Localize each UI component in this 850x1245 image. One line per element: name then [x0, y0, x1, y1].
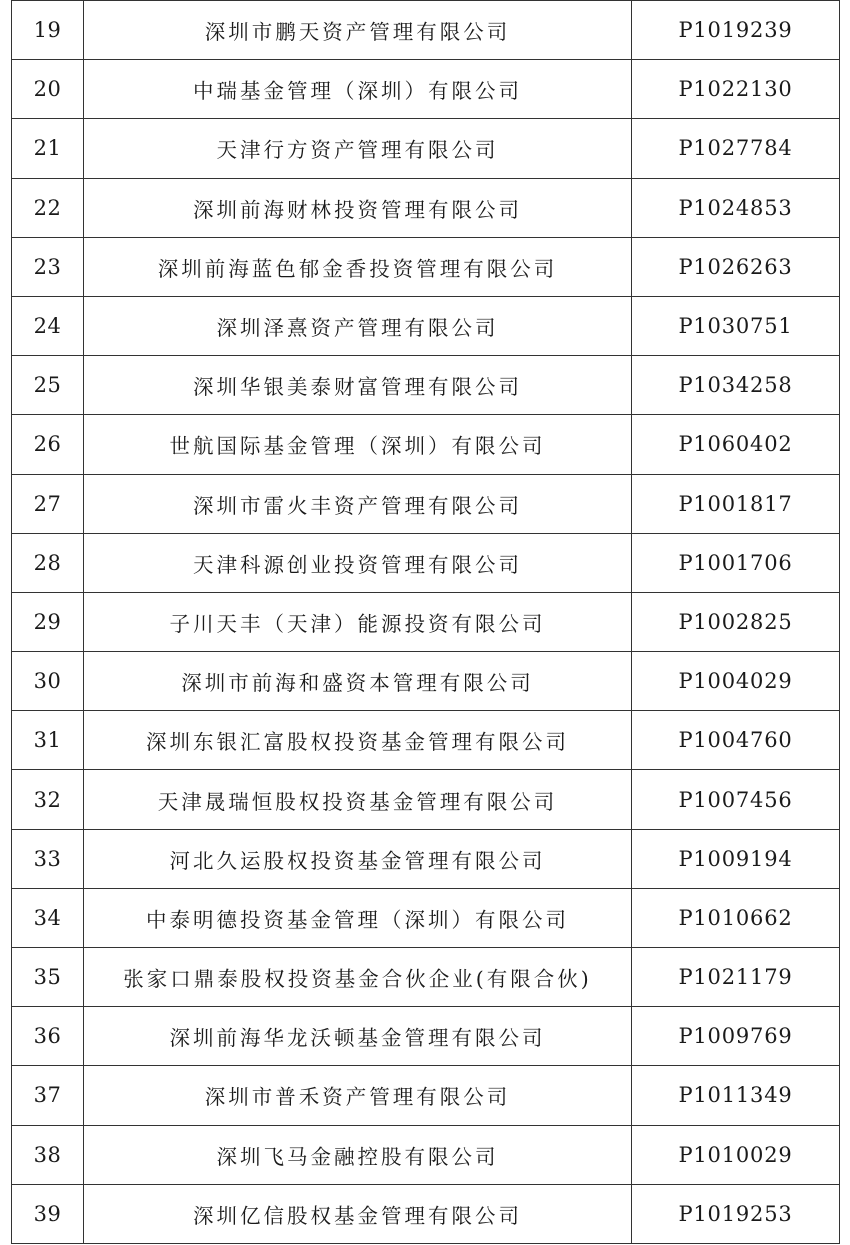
row-number: 25: [12, 356, 84, 415]
table-row: [12, 948, 840, 1007]
table-row: [12, 1, 840, 60]
row-number: 19: [12, 1, 84, 60]
registration-code: P1009194: [632, 829, 840, 888]
row-number: 26: [12, 415, 84, 474]
company-name: 张家口鼎泰股权投资基金合伙企业(有限合伙): [84, 948, 632, 1007]
table-row: [12, 474, 840, 533]
row-number: 22: [12, 178, 84, 237]
table-row: [12, 178, 840, 237]
table-row: [12, 711, 840, 770]
row-number: 23: [12, 237, 84, 296]
registration-code: P1011349: [632, 1066, 840, 1125]
registry-table-container: [11, 0, 839, 1244]
row-number: 31: [12, 711, 84, 770]
company-name: 河北久运股权投资基金管理有限公司: [84, 829, 632, 888]
table-row: [12, 888, 840, 947]
registration-code: P1019253: [632, 1184, 840, 1243]
registration-code: P1024853: [632, 178, 840, 237]
row-number: 24: [12, 296, 84, 355]
registration-code: P1060402: [632, 415, 840, 474]
registration-code: P1034258: [632, 356, 840, 415]
company-name: 天津科源创业投资管理有限公司: [84, 533, 632, 592]
table-row: [12, 1184, 840, 1243]
row-number: 33: [12, 829, 84, 888]
registration-code: P1021179: [632, 948, 840, 1007]
registration-code: P1004760: [632, 711, 840, 770]
company-name: 深圳市前海和盛资本管理有限公司: [84, 652, 632, 711]
row-number: 35: [12, 948, 84, 1007]
company-name: 中瑞基金管理（深圳）有限公司: [84, 60, 632, 119]
row-number: 36: [12, 1007, 84, 1066]
fund-manager-table: [11, 0, 840, 1244]
company-name: 深圳泽熹资产管理有限公司: [84, 296, 632, 355]
row-number: 34: [12, 888, 84, 947]
company-name: 深圳前海蓝色郁金香投资管理有限公司: [84, 237, 632, 296]
company-name: 深圳市鹏天资产管理有限公司: [84, 1, 632, 60]
row-number: 39: [12, 1184, 84, 1243]
registration-code: P1022130: [632, 60, 840, 119]
table-row: [12, 237, 840, 296]
company-name: 天津行方资产管理有限公司: [84, 119, 632, 178]
table-row: [12, 1007, 840, 1066]
registration-code: P1030751: [632, 296, 840, 355]
table-row: [12, 1066, 840, 1125]
registration-code: P1007456: [632, 770, 840, 829]
row-number: 21: [12, 119, 84, 178]
company-name: 深圳华银美泰财富管理有限公司: [84, 356, 632, 415]
table-row: [12, 356, 840, 415]
table-row: [12, 60, 840, 119]
company-name: 天津晟瑞恒股权投资基金管理有限公司: [84, 770, 632, 829]
registration-code: P1010029: [632, 1125, 840, 1184]
registration-code: P1019239: [632, 1, 840, 60]
table-body: [12, 1, 840, 1244]
row-number: 30: [12, 652, 84, 711]
company-name: 深圳东银汇富股权投资基金管理有限公司: [84, 711, 632, 770]
row-number: 27: [12, 474, 84, 533]
company-name: 深圳前海华龙沃顿基金管理有限公司: [84, 1007, 632, 1066]
registration-code: P1027784: [632, 119, 840, 178]
row-number: 28: [12, 533, 84, 592]
table-row: [12, 296, 840, 355]
table-row: [12, 829, 840, 888]
company-name: 深圳飞马金融控股有限公司: [84, 1125, 632, 1184]
registration-code: P1010662: [632, 888, 840, 947]
table-row: [12, 652, 840, 711]
company-name: 深圳亿信股权基金管理有限公司: [84, 1184, 632, 1243]
table-row: [12, 119, 840, 178]
table-row: [12, 533, 840, 592]
company-name: 世航国际基金管理（深圳）有限公司: [84, 415, 632, 474]
registration-code: P1002825: [632, 592, 840, 651]
table-row: [12, 415, 840, 474]
company-name: 深圳市雷火丰资产管理有限公司: [84, 474, 632, 533]
company-name: 深圳前海财林投资管理有限公司: [84, 178, 632, 237]
registration-code: P1004029: [632, 652, 840, 711]
registration-code: P1001817: [632, 474, 840, 533]
company-name: 子川天丰（天津）能源投资有限公司: [84, 592, 632, 651]
registration-code: P1026263: [632, 237, 840, 296]
row-number: 20: [12, 60, 84, 119]
company-name: 中泰明德投资基金管理（深圳）有限公司: [84, 888, 632, 947]
table-row: [12, 770, 840, 829]
table-row: [12, 1125, 840, 1184]
row-number: 37: [12, 1066, 84, 1125]
row-number: 29: [12, 592, 84, 651]
registration-code: P1009769: [632, 1007, 840, 1066]
company-name: 深圳市普禾资产管理有限公司: [84, 1066, 632, 1125]
table-row: [12, 592, 840, 651]
row-number: 32: [12, 770, 84, 829]
registration-code: P1001706: [632, 533, 840, 592]
row-number: 38: [12, 1125, 84, 1184]
